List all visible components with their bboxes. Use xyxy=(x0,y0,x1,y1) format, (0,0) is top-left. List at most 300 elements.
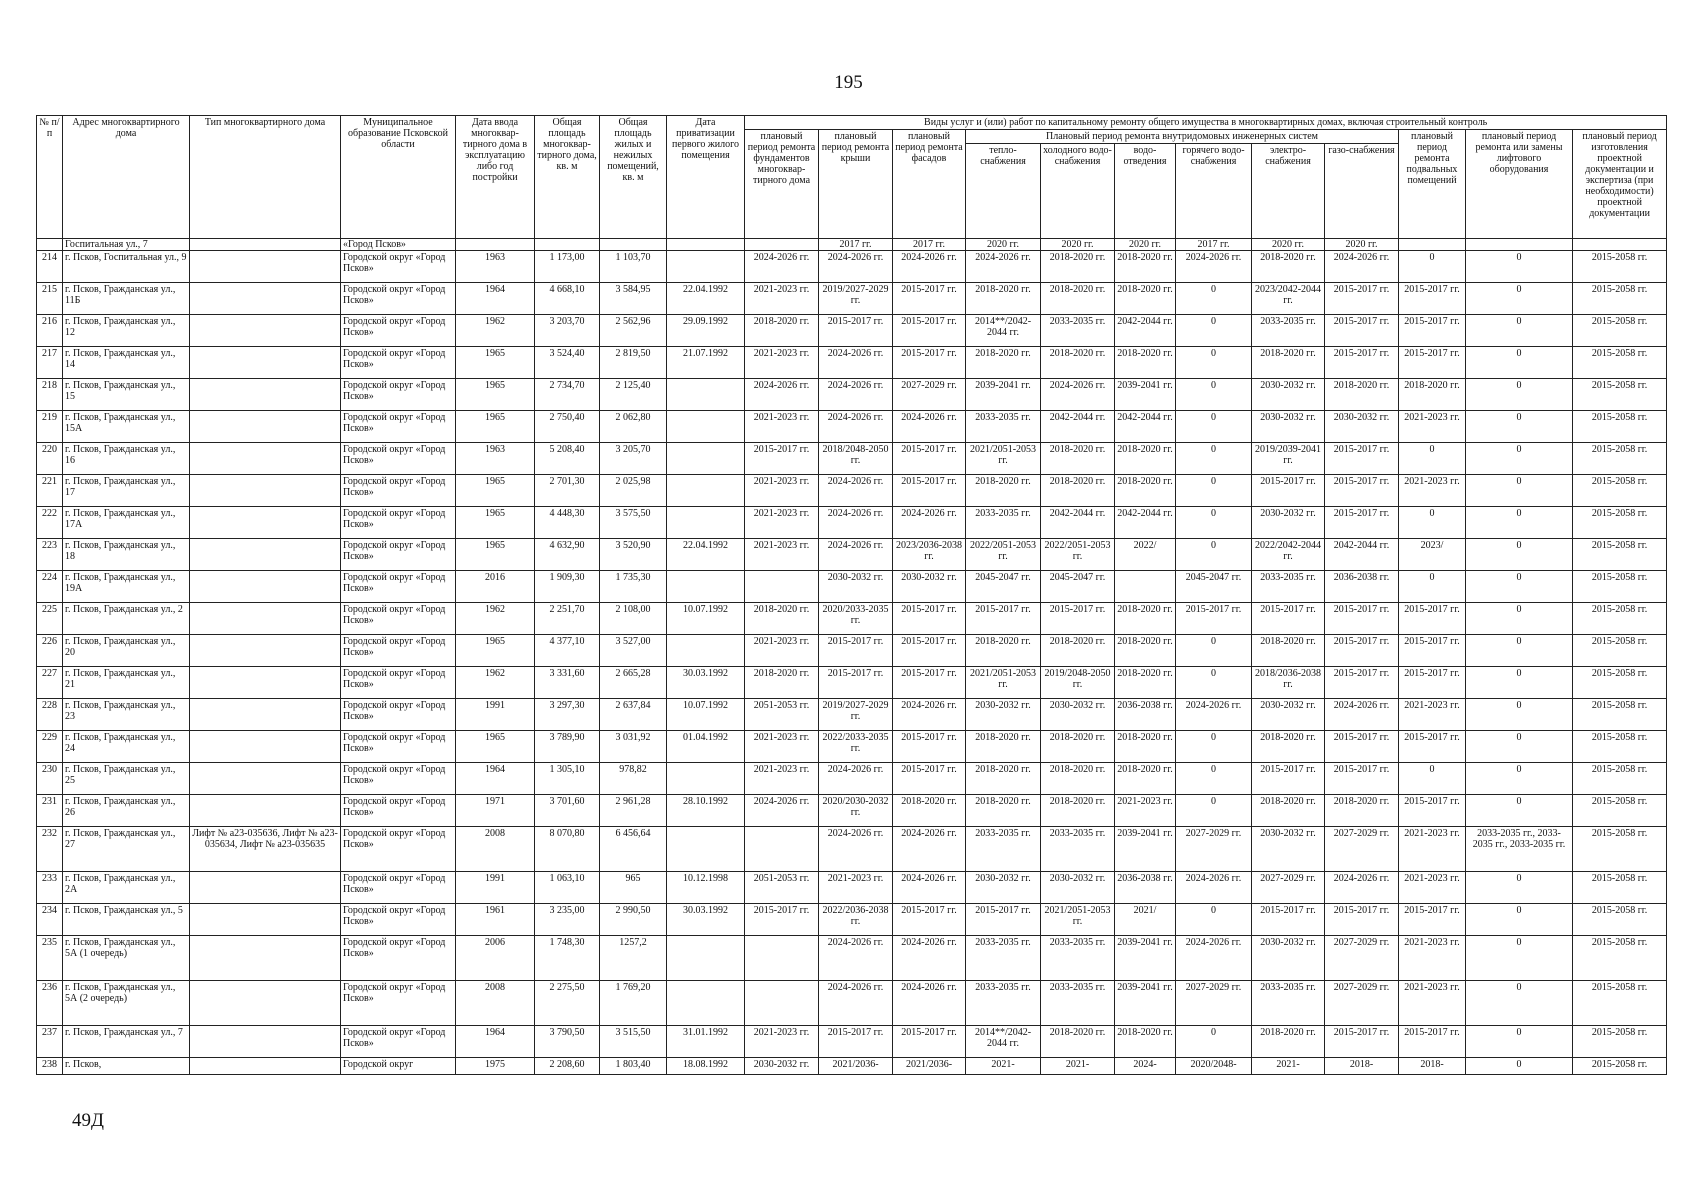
cell-sewer: 2018-2020 гг. xyxy=(1115,251,1176,283)
cell-type xyxy=(190,981,341,1026)
cell-year: 1965 xyxy=(456,635,535,667)
cell-hot-water: 0 xyxy=(1176,315,1252,347)
cell-hot-water: 0 xyxy=(1176,411,1252,443)
cell-privatization: 10.07.1992 xyxy=(667,603,745,635)
cell-total-area: 1 909,30 xyxy=(535,571,600,603)
cell-basement: 0 xyxy=(1399,443,1466,475)
cell-lift: 0 xyxy=(1466,283,1573,315)
cell-living-area: 2 637,84 xyxy=(600,699,667,731)
cell-address: г. Псков, Гражданская ул., 25 xyxy=(63,763,190,795)
cell-facade: 2015-2017 гг. xyxy=(893,315,966,347)
cell-foundation: 2021-2023 гг. xyxy=(745,507,819,539)
cell-heat: 2033-2035 гг. xyxy=(966,981,1041,1026)
cell-foundation: 2015-2017 гг. xyxy=(745,443,819,475)
col-facade: плановый период ремонта фасадов xyxy=(893,130,966,239)
cell-year: 1991 xyxy=(456,699,535,731)
cell-municipality: Городской округ xyxy=(341,1058,456,1075)
cell-privatization: 22.04.1992 xyxy=(667,539,745,571)
cell-year: 2006 xyxy=(456,936,535,981)
cell-address: г. Псков, Гражданская ул., 5А (2 очередь) xyxy=(63,981,190,1026)
cell-type xyxy=(190,731,341,763)
cell-roof: 2024-2026 гг. xyxy=(819,763,893,795)
cell-gas: 2015-2017 гг. xyxy=(1325,731,1399,763)
cell-type xyxy=(190,315,341,347)
cell-address: г. Псков, Гражданская ул., 16 xyxy=(63,443,190,475)
cell-gas: 2015-2017 гг. xyxy=(1325,283,1399,315)
cell-municipality: Городской округ «Город Псков» xyxy=(341,603,456,635)
cell-lift: 0 xyxy=(1466,936,1573,981)
cell-project: 2015-2058 гг. xyxy=(1573,507,1667,539)
cell-gas: 2036-2038 гг. xyxy=(1325,571,1399,603)
cell-foundation: 2018-2020 гг. xyxy=(745,603,819,635)
table-row xyxy=(37,379,1667,411)
cell-living-area: 2 025,98 xyxy=(600,475,667,507)
cell-hot-water: 2017 гг. xyxy=(1176,239,1252,251)
cell-electric: 2018-2020 гг. xyxy=(1252,347,1325,379)
cell-heat: 2018-2020 гг. xyxy=(966,283,1041,315)
cell-total-area: 1 063,10 xyxy=(535,872,600,904)
cell-lift: 0 xyxy=(1466,379,1573,411)
col-gas: газо-снабжения xyxy=(1325,144,1399,239)
cell-cold-water: 2018-2020 гг. xyxy=(1041,635,1115,667)
cell-type xyxy=(190,507,341,539)
cell-gas: 2027-2029 гг. xyxy=(1325,981,1399,1026)
cell-roof: 2024-2026 гг. xyxy=(819,981,893,1026)
cell-heat: 2020 гг. xyxy=(966,239,1041,251)
cell-total-area: 3 235,00 xyxy=(535,904,600,936)
cell-living-area: 1 769,20 xyxy=(600,981,667,1026)
cell-roof: 2024-2026 гг. xyxy=(819,251,893,283)
table-row xyxy=(37,763,1667,795)
cell-roof: 2017 гг. xyxy=(819,239,893,251)
cell-num: 236 xyxy=(37,981,63,1026)
cell-total-area: 8 070,80 xyxy=(535,827,600,872)
cell-type xyxy=(190,603,341,635)
cell-sewer: 2021-2023 гг. xyxy=(1115,795,1176,827)
cell-municipality: Городской округ «Город Псков» xyxy=(341,731,456,763)
table-row xyxy=(37,981,1667,1026)
cell-municipality: Городской округ «Город Псков» xyxy=(341,763,456,795)
cell-living-area: 3 584,95 xyxy=(600,283,667,315)
cell-basement: 2018-2020 гг. xyxy=(1399,379,1466,411)
cell-privatization: 30.03.1992 xyxy=(667,904,745,936)
cell-sewer: 2039-2041 гг. xyxy=(1115,981,1176,1026)
cell-lift: 0 xyxy=(1466,667,1573,699)
cell-electric: 2033-2035 гг. xyxy=(1252,315,1325,347)
cell-municipality: Городской округ «Город Псков» xyxy=(341,904,456,936)
cell-privatization xyxy=(667,635,745,667)
cell-project: 2015-2058 гг. xyxy=(1573,904,1667,936)
cell-num: 216 xyxy=(37,315,63,347)
cell-electric: 2018-2020 гг. xyxy=(1252,635,1325,667)
col-heat: тепло-снабжения xyxy=(966,144,1041,239)
cell-sewer: 2039-2041 гг. xyxy=(1115,936,1176,981)
cell-hot-water: 0 xyxy=(1176,635,1252,667)
cell-cold-water: 2024-2026 гг. xyxy=(1041,379,1115,411)
col-living-area: Общая площадь жилых и нежилых помещений, кв. м xyxy=(600,116,667,239)
cell-lift: 0 xyxy=(1466,1026,1573,1058)
cell-project: 2015-2058 гг. xyxy=(1573,411,1667,443)
cell-privatization xyxy=(667,763,745,795)
cell-electric: 2030-2032 гг. xyxy=(1252,827,1325,872)
cell-year: 1975 xyxy=(456,1058,535,1075)
cell-cold-water: 2018-2020 гг. xyxy=(1041,283,1115,315)
cell-type xyxy=(190,379,341,411)
cell-foundation: 2021-2023 гг. xyxy=(745,283,819,315)
cell-living-area: 2 990,50 xyxy=(600,904,667,936)
col-privatization: Дата приватизации первого жилого помещения xyxy=(667,116,745,239)
cell-lift: 0 xyxy=(1466,411,1573,443)
cell-year: 1965 xyxy=(456,379,535,411)
cell-municipality: Городской округ «Город Псков» xyxy=(341,827,456,872)
cell-basement: 2021-2023 гг. xyxy=(1399,981,1466,1026)
cell-cold-water: 2030-2032 гг. xyxy=(1041,872,1115,904)
cell-roof: 2021-2023 гг. xyxy=(819,872,893,904)
col-sewer: водо-отведения xyxy=(1115,144,1176,239)
cell-basement: 2021-2023 гг. xyxy=(1399,827,1466,872)
footer-code: 49Д xyxy=(72,1110,104,1131)
cell-num: 214 xyxy=(37,251,63,283)
cell-foundation: 2024-2026 гг. xyxy=(745,795,819,827)
cell-hot-water: 0 xyxy=(1176,379,1252,411)
col-hot-water: горячего водо-снабжения xyxy=(1176,144,1252,239)
cell-total-area: 4 448,30 xyxy=(535,507,600,539)
cell-address: г. Псков, Гражданская ул., 26 xyxy=(63,795,190,827)
cell-municipality: Городской округ «Город Псков» xyxy=(341,795,456,827)
cell-municipality: Городской округ «Город Псков» xyxy=(341,379,456,411)
cell-municipality: Городской округ «Город Псков» xyxy=(341,936,456,981)
table-row xyxy=(37,411,1667,443)
cell-lift: 0 xyxy=(1466,635,1573,667)
cell-roof: 2024-2026 гг. xyxy=(819,936,893,981)
cell-heat: 2018-2020 гг. xyxy=(966,475,1041,507)
cell-basement: 2015-2017 гг. xyxy=(1399,731,1466,763)
cell-total-area: 1 748,30 xyxy=(535,936,600,981)
cell-roof: 2024-2026 гг. xyxy=(819,507,893,539)
cell-address: г. Псков, Гражданская ул., 17А xyxy=(63,507,190,539)
cell-living-area: 6 456,64 xyxy=(600,827,667,872)
cell-living-area: 3 205,70 xyxy=(600,443,667,475)
cell-facade: 2024-2026 гг. xyxy=(893,699,966,731)
cell-living-area: 2 125,40 xyxy=(600,379,667,411)
cell-project: 2015-2058 гг. xyxy=(1573,443,1667,475)
cell-type: Лифт № а23-035636, Лифт № а23-035634, Лифт № а23-035635 xyxy=(190,827,341,872)
cell-type xyxy=(190,904,341,936)
col-num: № п/п xyxy=(37,116,63,239)
col-total-area: Общая площадь многоквар-тирного дома, кв. м xyxy=(535,116,600,239)
cell-sewer: 2018-2020 гг. xyxy=(1115,603,1176,635)
cell-cold-water: 2033-2035 гг. xyxy=(1041,981,1115,1026)
cell-type xyxy=(190,443,341,475)
cell-total-area: 4 632,90 xyxy=(535,539,600,571)
cell-gas: 2015-2017 гг. xyxy=(1325,507,1399,539)
cell-gas: 2015-2017 гг. xyxy=(1325,763,1399,795)
cell-hot-water: 0 xyxy=(1176,795,1252,827)
cell-year: 1965 xyxy=(456,411,535,443)
cell-electric: 2018-2020 гг. xyxy=(1252,251,1325,283)
cell-type xyxy=(190,936,341,981)
cell-heat: 2015-2017 гг. xyxy=(966,603,1041,635)
cell-hot-water: 0 xyxy=(1176,443,1252,475)
cell-roof: 2018/2048-2050 гг. xyxy=(819,443,893,475)
cell-living-area: 1257,2 xyxy=(600,936,667,981)
table-row xyxy=(37,251,1667,283)
cell-type xyxy=(190,283,341,315)
cell-facade: 2015-2017 гг. xyxy=(893,475,966,507)
cell-year: 1991 xyxy=(456,872,535,904)
table-row-continuation xyxy=(37,239,1667,251)
cell-privatization: 18.08.1992 xyxy=(667,1058,745,1075)
col-address: Адрес многоквартирного дома xyxy=(63,116,190,239)
cell-electric: 2023/2042-2044 гг. xyxy=(1252,283,1325,315)
cell-electric: 2015-2017 гг. xyxy=(1252,603,1325,635)
col-cold-water: холодного водо-снабжения xyxy=(1041,144,1115,239)
cell-project: 2015-2058 гг. xyxy=(1573,571,1667,603)
cell-privatization: 10.12.1998 xyxy=(667,872,745,904)
table-row xyxy=(37,667,1667,699)
cell-facade: 2030-2032 гг. xyxy=(893,571,966,603)
cell-year: 1965 xyxy=(456,507,535,539)
cell-sewer: 2042-2044 гг. xyxy=(1115,315,1176,347)
col-foundation: плановый период ремонта фундаментов многоквар-тирного дома xyxy=(745,130,819,239)
cell-privatization: 10.07.1992 xyxy=(667,699,745,731)
cell-lift: 0 xyxy=(1466,475,1573,507)
cell-lift: 0 xyxy=(1466,539,1573,571)
cell-hot-water: 2024-2026 гг. xyxy=(1176,872,1252,904)
cell-electric: 2033-2035 гг. xyxy=(1252,981,1325,1026)
table-row xyxy=(37,1026,1667,1058)
cell-year: 1964 xyxy=(456,763,535,795)
cell-foundation: 2021-2023 гг. xyxy=(745,475,819,507)
cell-privatization xyxy=(667,507,745,539)
cell-municipality: Городской округ «Город Псков» xyxy=(341,443,456,475)
cell-foundation: 2024-2026 гг. xyxy=(745,251,819,283)
cell-cold-water: 2018-2020 гг. xyxy=(1041,795,1115,827)
cell-project: 2015-2058 гг. xyxy=(1573,1058,1667,1075)
cell-type xyxy=(190,667,341,699)
cell-num: 225 xyxy=(37,603,63,635)
cell-facade: 2015-2017 гг. xyxy=(893,283,966,315)
cell-lift: 0 xyxy=(1466,443,1573,475)
cell-total-area: 3 524,40 xyxy=(535,347,600,379)
cell-cold-water: 2018-2020 гг. xyxy=(1041,347,1115,379)
cell-municipality: Городской округ «Город Псков» xyxy=(341,539,456,571)
cell-roof: 2024-2026 гг. xyxy=(819,379,893,411)
cell-year: 1962 xyxy=(456,315,535,347)
cell-living-area: 1 103,70 xyxy=(600,251,667,283)
cell-foundation: 2021-2023 гг. xyxy=(745,635,819,667)
cell-sewer: 2036-2038 гг. xyxy=(1115,872,1176,904)
cell-project: 2015-2058 гг. xyxy=(1573,283,1667,315)
cell-sewer: 2020 гг. xyxy=(1115,239,1176,251)
cell-facade: 2015-2017 гг. xyxy=(893,763,966,795)
cell-num: 238 xyxy=(37,1058,63,1075)
cell-facade: 2024-2026 гг. xyxy=(893,872,966,904)
cell-gas: 2015-2017 гг. xyxy=(1325,315,1399,347)
cell-living-area: 3 575,50 xyxy=(600,507,667,539)
cell-cold-water: 2033-2035 гг. xyxy=(1041,827,1115,872)
table-row xyxy=(37,872,1667,904)
cell-lift: 0 xyxy=(1466,904,1573,936)
cell-basement: 2021-2023 гг. xyxy=(1399,936,1466,981)
cell-gas: 2024-2026 гг. xyxy=(1325,251,1399,283)
cell-electric: 2018-2020 гг. xyxy=(1252,731,1325,763)
cell-living-area: 2 108,00 xyxy=(600,603,667,635)
cell-year: 2008 xyxy=(456,827,535,872)
cell-foundation xyxy=(745,981,819,1026)
cell-type xyxy=(190,1058,341,1075)
cell-type xyxy=(190,475,341,507)
capital-repair-table xyxy=(36,115,1667,1075)
cell-sewer: 2039-2041 гг. xyxy=(1115,827,1176,872)
cell-num: 237 xyxy=(37,1026,63,1058)
cell-facade: 2024-2026 гг. xyxy=(893,936,966,981)
cell-municipality: Городской округ «Город Псков» xyxy=(341,667,456,699)
table-row xyxy=(37,315,1667,347)
cell-basement: 2015-2017 гг. xyxy=(1399,667,1466,699)
cell-cold-water: 2045-2047 гг. xyxy=(1041,571,1115,603)
cell-gas: 2030-2032 гг. xyxy=(1325,411,1399,443)
table-row xyxy=(37,443,1667,475)
cell-type xyxy=(190,763,341,795)
cell-electric: 2018/2036-2038 гг. xyxy=(1252,667,1325,699)
cell-roof: 2024-2026 гг. xyxy=(819,475,893,507)
cell-sewer: 2018-2020 гг. xyxy=(1115,635,1176,667)
cell-basement: 2021-2023 гг. xyxy=(1399,699,1466,731)
cell-privatization: 21.07.1992 xyxy=(667,347,745,379)
cell-living-area: 2 062,80 xyxy=(600,411,667,443)
cell-foundation: 2021-2023 гг. xyxy=(745,731,819,763)
cell-hot-water: 0 xyxy=(1176,731,1252,763)
col-municipality: Муниципальное образование Псковской области xyxy=(341,116,456,239)
cell-num: 229 xyxy=(37,731,63,763)
cell-basement: 0 xyxy=(1399,251,1466,283)
col-systems-group: Плановый период ремонта внутридомовых инженерных систем xyxy=(966,130,1399,144)
cell-gas: 2015-2017 гг. xyxy=(1325,1026,1399,1058)
cell-year: 2008 xyxy=(456,981,535,1026)
cell-heat: 2014**/2042-2044 гг. xyxy=(966,1026,1041,1058)
cell-basement: 0 xyxy=(1399,507,1466,539)
cell-foundation: 2021-2023 гг. xyxy=(745,539,819,571)
cell-gas: 2024-2026 гг. xyxy=(1325,699,1399,731)
cell-total-area: 2 734,70 xyxy=(535,379,600,411)
cell-address: г. Псков, Гражданская ул., 5А (1 очередь) xyxy=(63,936,190,981)
cell-privatization: 28.10.1992 xyxy=(667,795,745,827)
cell-facade: 2015-2017 гг. xyxy=(893,731,966,763)
cell-lift: 0 xyxy=(1466,981,1573,1026)
cell-facade: 2015-2017 гг. xyxy=(893,904,966,936)
cell-cold-water: 2020 гг. xyxy=(1041,239,1115,251)
table-row xyxy=(37,795,1667,827)
cell-cold-water: 2033-2035 гг. xyxy=(1041,315,1115,347)
table-row xyxy=(37,347,1667,379)
cell-project: 2015-2058 гг. xyxy=(1573,251,1667,283)
cell-roof: 2020/2030-2032 гг. xyxy=(819,795,893,827)
cell-facade: 2015-2017 гг. xyxy=(893,635,966,667)
cell-gas: 2015-2017 гг. xyxy=(1325,667,1399,699)
cell-municipality: Городской округ «Город Псков» xyxy=(341,251,456,283)
cell-hot-water: 0 xyxy=(1176,667,1252,699)
cell-living-area: 3 031,92 xyxy=(600,731,667,763)
cell-electric: 2030-2032 гг. xyxy=(1252,411,1325,443)
cell-electric: 2018-2020 гг. xyxy=(1252,1026,1325,1058)
cell-municipality: Городской округ «Город Псков» xyxy=(341,507,456,539)
cell-lift: 0 xyxy=(1466,315,1573,347)
cell-lift: 0 xyxy=(1466,507,1573,539)
cell-gas: 2015-2017 гг. xyxy=(1325,475,1399,507)
table-row xyxy=(37,904,1667,936)
cell-roof: 2022/2033-2035 гг. xyxy=(819,731,893,763)
cell-electric: 2015-2017 гг. xyxy=(1252,475,1325,507)
cell-municipality: Городской округ «Город Псков» xyxy=(341,571,456,603)
cell-facade: 2024-2026 гг. xyxy=(893,981,966,1026)
cell-lift: 0 xyxy=(1466,872,1573,904)
cell-year: 1963 xyxy=(456,443,535,475)
cell-lift: 0 xyxy=(1466,731,1573,763)
cell-total-area: 1 173,00 xyxy=(535,251,600,283)
cell-project: 2015-2058 гг. xyxy=(1573,539,1667,571)
cell-privatization: 01.04.1992 xyxy=(667,731,745,763)
table-row xyxy=(37,283,1667,315)
cell-total-area: 2 275,50 xyxy=(535,981,600,1026)
cell-heat: 2033-2035 гг. xyxy=(966,507,1041,539)
cell-sewer: 2036-2038 гг. xyxy=(1115,699,1176,731)
cell-basement: 2021-2023 гг. xyxy=(1399,475,1466,507)
cell-living-area: 2 562,96 xyxy=(600,315,667,347)
cell-gas: 2015-2017 гг. xyxy=(1325,347,1399,379)
col-lift: плановый период ремонта или замены лифтового оборудования xyxy=(1466,130,1573,239)
cell-type xyxy=(190,872,341,904)
cell-lift: 0 xyxy=(1466,699,1573,731)
cell-electric: 2015-2017 гг. xyxy=(1252,763,1325,795)
cell-project: 2015-2058 гг. xyxy=(1573,731,1667,763)
cell-facade: 2015-2017 гг. xyxy=(893,1026,966,1058)
cell-cold-water: 2042-2044 гг. xyxy=(1041,411,1115,443)
cell-gas: 2020 гг. xyxy=(1325,239,1399,251)
cell-year: 1964 xyxy=(456,283,535,315)
cell-sewer: 2021/ xyxy=(1115,904,1176,936)
cell-cold-water: 2018-2020 гг. xyxy=(1041,763,1115,795)
cell-foundation: 2021-2023 гг. xyxy=(745,411,819,443)
cell-project: 2015-2058 гг. xyxy=(1573,603,1667,635)
cell-num: 232 xyxy=(37,827,63,872)
cell-municipality: «Город Псков» xyxy=(341,239,456,251)
cell-roof: 2015-2017 гг. xyxy=(819,315,893,347)
cell-facade: 2024-2026 гг. xyxy=(893,251,966,283)
cell-gas: 2042-2044 гг. xyxy=(1325,539,1399,571)
cell-roof: 2024-2026 гг. xyxy=(819,347,893,379)
cell-address: г. Псков, Гражданская ул., 20 xyxy=(63,635,190,667)
table-row xyxy=(37,603,1667,635)
cell-living-area: 3 527,00 xyxy=(600,635,667,667)
cell-gas: 2018-2020 гг. xyxy=(1325,795,1399,827)
cell-num: 217 xyxy=(37,347,63,379)
cell-type xyxy=(190,251,341,283)
cell-type xyxy=(190,795,341,827)
cell-facade: 2015-2017 гг. xyxy=(893,603,966,635)
cell-hot-water: 0 xyxy=(1176,347,1252,379)
cell-heat: 2015-2017 гг. xyxy=(966,904,1041,936)
cell-year: 1965 xyxy=(456,539,535,571)
table-row xyxy=(37,475,1667,507)
cell-foundation: 2030-2032 гг. xyxy=(745,1058,819,1075)
cell-basement: 2015-2017 гг. xyxy=(1399,603,1466,635)
cell-total-area: 2 701,30 xyxy=(535,475,600,507)
cell-total-area: 1 305,10 xyxy=(535,763,600,795)
cell-cold-water: 2021/2051-2053 гг. xyxy=(1041,904,1115,936)
cell-cold-water: 2030-2032 гг. xyxy=(1041,699,1115,731)
cell-facade: 2024-2026 гг. xyxy=(893,411,966,443)
